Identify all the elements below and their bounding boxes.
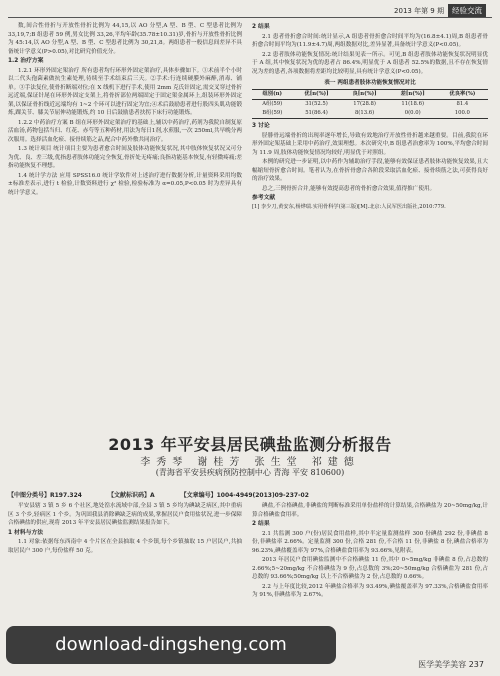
top-right-column (252, 22, 488, 212)
column-badge: 经验交流 (448, 4, 486, 17)
result-table (252, 89, 488, 119)
page-number: 237 (468, 660, 484, 669)
table-header-cell: 差[n(%)] (400, 91, 425, 98)
table-header-cell: 良[n(%)] (352, 91, 377, 98)
paragraph: 2.2 患者肢体功能恢复情况:统计结果见表一所示。可见,B 组患者肢体功能恢复状况明显优于 A 组,其中恢复状况为优的患者占 86.4%,明显优于 A 组患者 52.5%的数据,且不存在恢复情况为差的患者,各项数据将差距均比较明显,具有统计学意义(P<0.05)。 (252, 51, 488, 75)
paragraph: 2.1 共监测 300 户(份)居民食用盐样,其中半定量监测盐样 300 份碘盐 292 份,非碘盐 8 份,非碘盐率 2.66%。定量监测 300 份,合格 281 份,不合格 11 份,非碘盐 8 份,碘盐合格率为 96.23%,碘盐覆盖率为 97%,合格碘盐食用率为 93.66%,见附表。 (252, 530, 488, 554)
paragraph: 1.1 对象:依据每东西南中 4 个片区在全县抽取 4 个乡镇,每个乡镇抽取 15 户居民户,共抽取居民户 300 户,每份盐样 50 克。 (8, 539, 242, 554)
paragraph: 数,间合性骨折与开放性骨折比例为 44,15,以 AO 分型,A 型、B 型、C 型患者比例为 33,19,7;B 组患者 59 例,男女比例 33,26,平均年龄(35.78±10.31)岁,骨折与开放性骨折比例为 45:14,以 AO 分型,A 型、B 型、C 型患者比例为 30,21,8。两组患者一般信息间差异不具备统计学意义(P>0.05),对比研究价值充分。 (8, 23, 242, 55)
table-header-row (252, 89, 488, 99)
references-heading: 参考文献 (252, 195, 276, 202)
article-number: 【文章编号】1004-4949(2013)09-237-02 (180, 492, 309, 499)
paragraph: 胫腓骨远端骨折的出现率逐年增长,导致有效地治疗开放性骨折越来越重要。目前,我院在环形外固定架基础上采用中药治疗,效果理想。本次研究中,B 组患者治愈率为 100%,平均愈合时间为 11.9 周,肢体功能恢复情况均较好,明显优于对照组。 (252, 132, 488, 156)
table-cell: 0(0.0) (404, 110, 421, 117)
paragraph: 总之,三例骨折合并,能够有效提高患者的骨折愈合效果,值得推广使用。 (262, 185, 436, 192)
table-cell: 17(28.8) (353, 101, 376, 108)
table-header-cell: 优[n(%)] (304, 91, 329, 98)
section-heading: 1.2 治疗方案 (8, 58, 44, 64)
top-left-column (8, 22, 242, 198)
discussion-heading: 3 讨论 (252, 122, 270, 129)
table-cell: 51(86.4) (305, 110, 328, 117)
paragraph: 1.2.2 中药治疗方案 B 组在环形外固定架治疗的基础上,辅以中药治疗,药剂为我院自制复原活血汤,药物包括当归、红花、赤芍等五种药材,用法为每日1剂,水煎服,一次 250ml,共早晚分两次服用。选择活血化瘀、接骨续筋之品,配合中药外敷共同治疗。 (8, 119, 242, 143)
table-row (252, 99, 488, 109)
section-heading: 2 结果 (252, 521, 270, 527)
article-meta (8, 490, 492, 499)
table-cell: A组(59) (262, 101, 283, 108)
reference-item: [1] 李少刀,黄安东,杨烨瑞.实用骨科学(第三版)[M].北京:人民军医出版社,2010:779. (252, 204, 446, 211)
issue-label: 2013 年第 9 期 (394, 6, 444, 15)
table-cell: 81.4 (456, 101, 469, 108)
section-heading: 1 材料与方法 (8, 529, 44, 536)
article-authors: 李秀琴 谢桂芳 张生堂 祁建德 (140, 457, 360, 468)
paragraph: 2.2 与上年度比较,2012 年碘盐合格率为 93.49%,碘盐覆盖率为 97.33%,合格碘盐食用率为 91%,非碘盐率为 2.67%。 (252, 583, 488, 599)
table-cell: B组(59) (262, 110, 283, 117)
paragraph: 1.3 统计项目 统计项目主要为患者愈合时间及肢体功能恢复状况,其中肢体恢复状况又可分为优、良、差三级,优指患者肢体功能完全恢复,骨折处无疼痛;良指功能基本恢复,有轻微疼痛;差指功能恢复不理想。 (8, 146, 242, 170)
paragraph: 1.4 统计学方法 应用 SPSS16.0 统计学软件对上述治疗进行数据分析,计量资料采用均数±标准差表示,进行 t 检验,计数资料进行 χ² 检验,检验标准为 α=0.05,P<0.05 时为差异具有统计学意义。 (8, 172, 242, 196)
results-heading: 2 结果 (252, 24, 270, 30)
header-rule (8, 17, 492, 18)
table-header-cell: 组别(n) (262, 91, 282, 98)
table-cell: 31(52.5) (305, 101, 328, 108)
page-footer (418, 659, 484, 670)
table-row (252, 109, 488, 119)
bottom-right-column (252, 502, 488, 601)
watermark-banner: download-dingsheng.com (6, 626, 336, 664)
table-cell: 100.0 (454, 110, 470, 117)
paragraph: 1.2.1 环形外固定架治疗 所有患者均行环形外固定架治疗,具体步骤如下。①术前半个小时以二代头孢菌素做抗生素处理,待续至手术结束后三天。②手术:行连续硬膜外麻醉,消毒、铺单。③手法复位,使骨折断端对位;在 X 线机下进行手术,使用 2mm 克氏针固定,需交叉穿过骨折远近端,保证针尾在环形外固定支架上,将骨折部位两端固定于固定架金属环上,组装环形外固定架,以保证骨折线近远端均有 1~2 个环可以进行固定为宜;④术后鼓励患者进行股四头肌功能锻炼,踝关节、膝关节屈伸功能锻炼,约 10 日后鼓励患者扶拐下床行功能锻炼。 (8, 67, 242, 117)
paragraph: 本例的研究进一步证明,以中药作为辅助治疗手段,能够有效保证患者肢体功能恢复效果,且大幅缩短骨折愈合时间。笔者认为,在骨折骨愈合各阶段采取活血化瘀、接骨续筋之法,可获得良好的治疗效果。 (252, 159, 488, 183)
journal-name: 医学美学美容 (418, 660, 467, 669)
table-header-cell: 优良率(%) (449, 91, 476, 98)
paragraph: 碘盐,不合格碘盐,非碘盐的判断标准采用单份盐样的计算结果,合格碘盐为 20~50mg/kg,计算合格碘盐食用率。 (252, 503, 488, 518)
paragraph: 2013 年居民户食用碘盐监测中不合格碘盐 11 份,其中 0~5mg/kg 非碘盐 8 份,占总数的 2.66%;5~20mg/kg 不合格碘盐为 9 份,占总数的 3%;20~50mg/kg 合格碘盐为 281 份,占总数的 93.66%;50mg/kg 以上不合格碘盐为 2 份,占总数的 0.66%。 (252, 557, 488, 581)
table-cell: 11(18.6) (401, 101, 425, 108)
paragraph: 平安县辖 3 镇 5 乡 6 个社区,地处湟水流域中部,全县 3 镇 5 乡均为碘缺乏病区,其中重病区 3 个乡,轻病区 1 个乡。为巩固我县消除碘缺乏病的成果,掌握居民户食用盐状况,进一步保障合格碘盐的供应,现将 2013 年平安县居民碘盐监测结果报告如下。 (8, 503, 242, 526)
table-cell: 8(13.6) (354, 110, 375, 117)
page-header (394, 4, 486, 17)
bottom-left-column (8, 502, 242, 556)
article-affiliation: (青海省平安县疾病预防控制中心 青海 平安 810600) (155, 468, 345, 477)
table-caption: 表一 两组患者肢体功能恢复情况对比 (324, 80, 416, 87)
clc-number: 【中图分类号】R197.324 (8, 492, 82, 499)
paragraph: 2.1 患者骨折愈合时间:统计显示,A 组患者骨折愈合时间平均为(16.8±4.1)周,B 组患者骨折愈合时间平均为(11.9±4.7)周,两组数据对比,差异显著,具备统计学意义(P<0.05)。 (252, 33, 488, 49)
document-code: 【文献标识码】A (107, 492, 155, 499)
article-title: 2013 年平安县居民碘盐监测分析报告 (108, 435, 392, 454)
